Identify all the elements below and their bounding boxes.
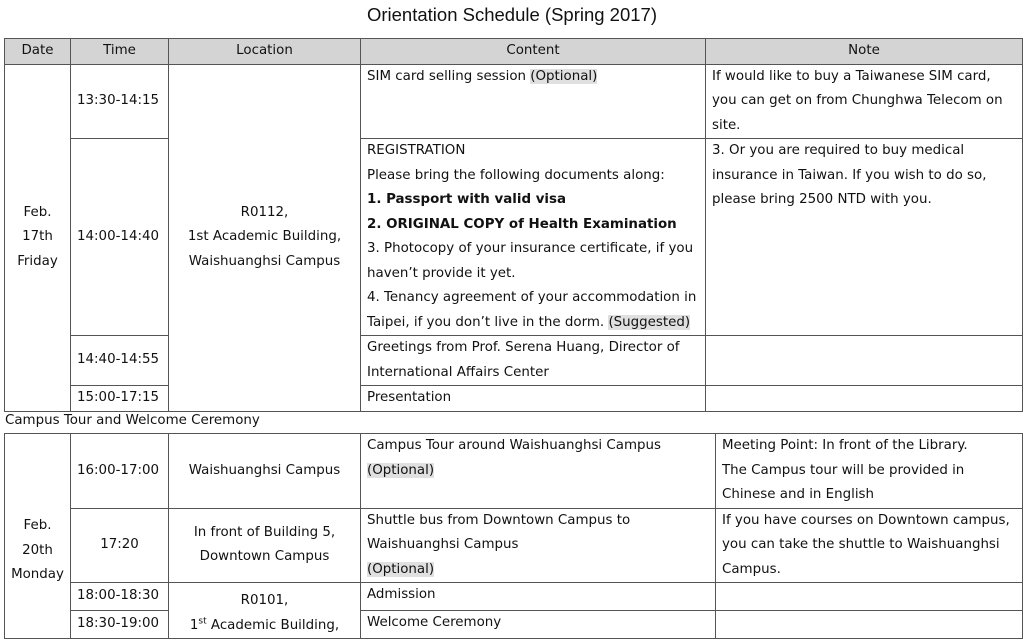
page-title: Orientation Schedule (Spring 2017) (366, 4, 657, 25)
note-line: please bring 2500 NTD with you. (712, 192, 932, 207)
content-cell: Presentation (361, 386, 706, 412)
note-line: Meeting Point: In front of the Library. (722, 438, 968, 453)
note-line: site. (712, 117, 741, 133)
table-row (5, 336, 1023, 386)
content-line (367, 311, 699, 336)
content-text: SIM card selling session (367, 68, 531, 84)
optional-tag: (Optional) (530, 68, 598, 84)
location-text: 1 (189, 617, 199, 633)
note-line: 3. Or you are required to buy medical (712, 143, 965, 158)
content-line: Greetings from Prof. Serena Huang, Director of (367, 340, 680, 355)
ordinal-suffix: st (198, 616, 207, 627)
header-time: Time (71, 39, 169, 65)
content-line-bold: 2. ORIGINAL COPY of Health Examination (367, 216, 677, 232)
note-line: If you have courses on Downtown campus, (722, 512, 1010, 528)
date-line: Monday (11, 567, 64, 582)
note-cell (716, 508, 1023, 583)
header-location: Location (169, 39, 361, 65)
note-line: Campus. (722, 561, 781, 577)
header-note: Note (706, 39, 1023, 65)
content-line (367, 558, 709, 583)
content-cell (361, 508, 716, 583)
location-cell (169, 583, 361, 639)
time-cell: 17:20 (71, 508, 169, 583)
time-cell: 18:00-18:30 (71, 583, 169, 611)
table-row (5, 64, 1023, 139)
note-line: insurance in Taiwan. If you wish to do so, (712, 167, 987, 183)
table-header-row (5, 39, 1023, 65)
header-content: Content (361, 39, 706, 65)
content-line: International Affairs Center (367, 364, 549, 380)
header-date: Date (5, 39, 71, 65)
content-line: 3. Photocopy of your insurance certificate, if you (367, 241, 694, 256)
table-row (5, 508, 1023, 583)
note-line: you can take the shuttle to Waishuanghsi (722, 537, 1000, 552)
note-line: If would like to buy a Taiwanese SIM card, (712, 68, 991, 84)
content-cell: Welcome Ceremony (361, 611, 716, 639)
note-cell (716, 611, 1023, 639)
note-line: you can get on from Chunghwa Telecom on (712, 93, 1003, 108)
location-cell (169, 64, 361, 411)
location-text: Academic Building, (206, 617, 340, 633)
date-line: Feb. (23, 518, 52, 533)
content-line: 4. Tenancy agreement of your accommodation in (367, 290, 697, 305)
time-cell: 14:40-14:55 (71, 336, 169, 386)
schedule-table-day1 (4, 38, 1023, 412)
note-cell (706, 336, 1023, 386)
date-line: 17th (22, 229, 53, 245)
time-cell: 18:30-19:00 (71, 611, 169, 639)
content-line: Campus Tour around Waishuanghsi Campus (367, 438, 661, 453)
content-line: Waishuanghsi Campus (367, 537, 519, 552)
content-line: REGISTRATION (367, 143, 466, 158)
date-line: Feb. (23, 204, 52, 220)
location-line: Downtown Campus (199, 549, 330, 565)
location-line: R0112, (240, 204, 289, 220)
section-label: Campus Tour and Welcome Ceremony (5, 413, 260, 428)
content-line: Please bring the following documents along: (367, 167, 665, 183)
date-cell (5, 434, 71, 639)
optional-tag: (Optional) (367, 462, 435, 478)
schedule-table-day2 (4, 433, 1023, 639)
time-cell: 16:00-17:00 (71, 434, 169, 509)
content-cell (361, 434, 716, 509)
date-line: 20th (22, 542, 53, 558)
content-line-bold: 1. Passport with valid visa (367, 192, 567, 207)
note-cell (706, 386, 1023, 412)
location-line: In front of Building 5, (193, 524, 336, 540)
content-text: Taipei, if you don’t live in the dorm. (367, 314, 609, 330)
date-cell (5, 64, 71, 411)
note-line: The Campus tour will be provided in (722, 462, 965, 478)
table-row (5, 611, 1023, 639)
content-cell: Admission (361, 583, 716, 611)
table-row (5, 434, 1023, 509)
suggested-tag: (Suggested) (608, 314, 691, 330)
note-cell (706, 139, 1023, 336)
content-cell (361, 64, 706, 139)
content-line: haven’t provide it yet. (367, 265, 516, 281)
table-row (5, 386, 1023, 412)
note-cell (716, 583, 1023, 611)
time-cell: 14:00-14:40 (71, 139, 169, 336)
time-cell: 13:30-14:15 (71, 64, 169, 139)
location-line: Waishuanghsi Campus (188, 253, 341, 269)
table-row (5, 583, 1023, 611)
location-line: R0101, (240, 593, 289, 608)
location-cell: Waishuanghsi Campus (169, 434, 361, 509)
note-cell (716, 434, 1023, 509)
content-cell (361, 139, 706, 336)
content-cell (361, 336, 706, 386)
table-row (5, 139, 1023, 336)
optional-tag: (Optional) (367, 561, 435, 577)
location-cell (169, 508, 361, 583)
time-cell: 15:00-17:15 (71, 386, 169, 412)
content-line: Shuttle bus from Downtown Campus to (367, 512, 631, 528)
note-cell (706, 64, 1023, 139)
location-line (175, 614, 354, 639)
date-line: Friday (17, 253, 58, 269)
note-line: Chinese and in English (722, 487, 875, 502)
location-line: 1st Academic Building, (187, 229, 342, 245)
content-line (367, 459, 709, 484)
